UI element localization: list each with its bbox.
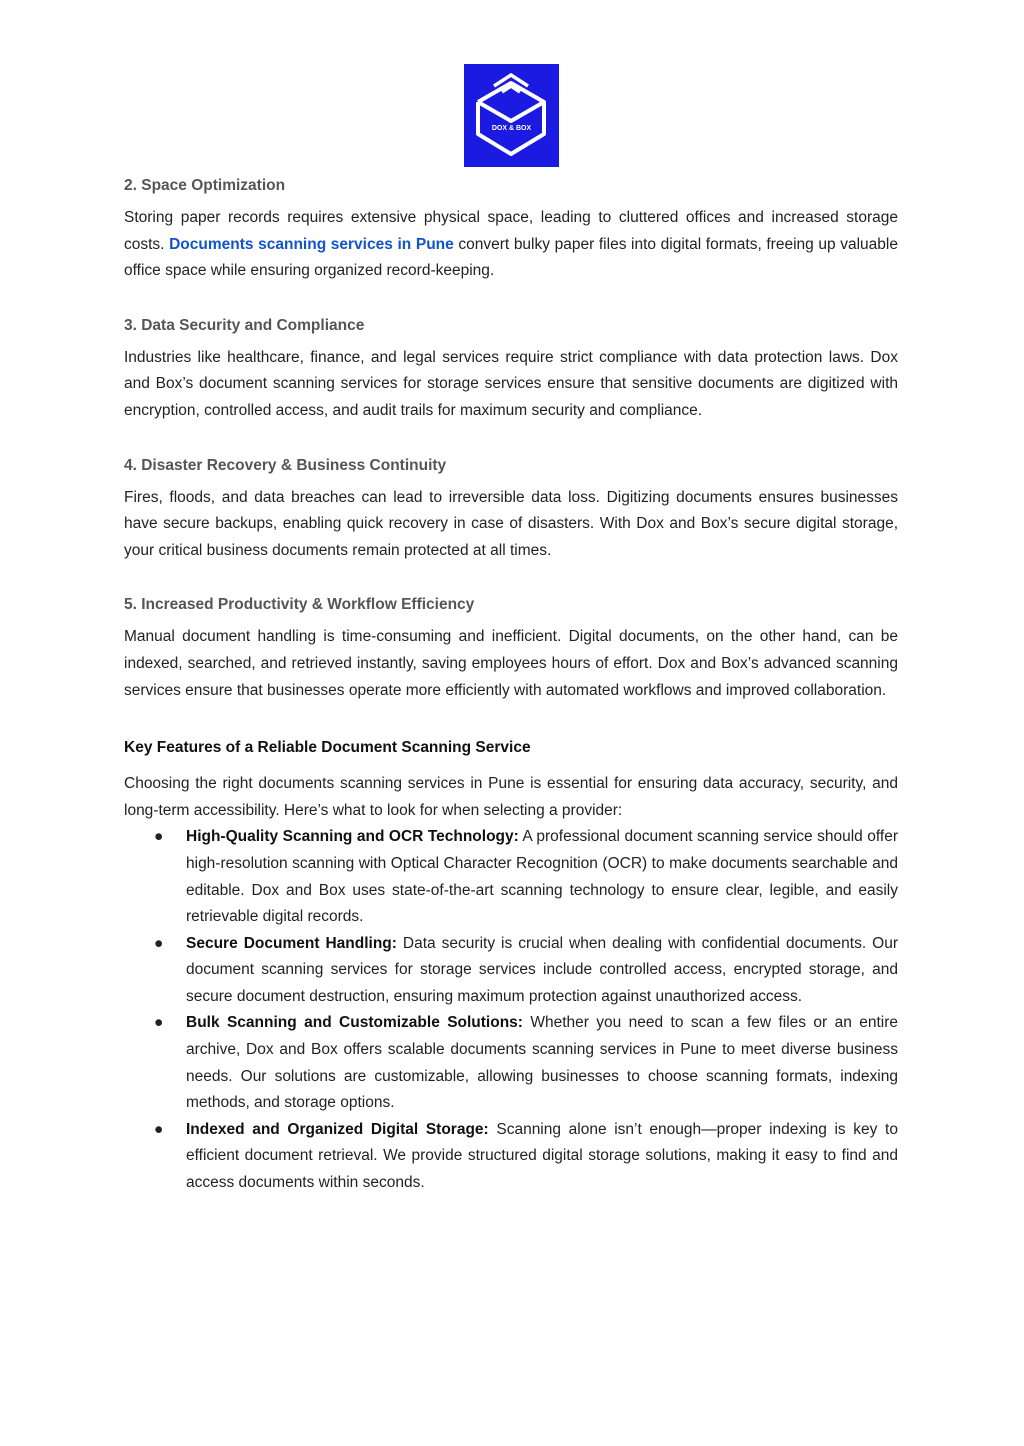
list-item <box>124 1117 898 1197</box>
document-content <box>124 172 898 1197</box>
feature-title: Bulk Scanning and Customizable Solutions: <box>186 1014 523 1032</box>
list-item <box>124 824 898 930</box>
feature-text: Scanning alone isn’t enough—proper indexing is key to efficient document retrieval. We provide structured digital storage solutions, making it easy to find and access documents within seconds. <box>186 1120 898 1192</box>
section-heading: 3. Data Security and Compliance <box>124 316 365 334</box>
box-logo-icon <box>464 64 559 167</box>
list-item <box>124 931 898 1011</box>
features-intro: Choosing the right documents scanning services in Pune is essential for ensuring data accuracy, security, and long-term accessibility. Here’s what to look for when selecting a provider: <box>124 775 898 819</box>
feature-text: Data security is crucial when dealing with confidential documents. Our document scanning services for storage services include controlled access, encrypted storage, and secure document destruction, ensuring maximum protection against unauthorized access. <box>186 934 898 1005</box>
section-body <box>124 205 898 285</box>
bullet-icon: ● <box>154 1120 164 1138</box>
section-body: Industries like healthcare, finance, and legal services require strict compliance with data protection laws. Dox and Box’s document scanning services for storage services ensure that sensitive documents are digitized with encryption, controlled access, and audit trails for maximum security and compliance. <box>124 348 898 419</box>
body-text: Storing paper records requires extensive physical space, leading to cluttered offices and increased storage costs. <box>124 209 898 253</box>
features-heading: Key Features of a Reliable Document Scanning Service <box>124 739 531 757</box>
list-item <box>124 1010 898 1116</box>
feature-title: Secure Document Handling: <box>186 934 397 952</box>
features-list <box>124 824 898 1196</box>
feature-text: A professional document scanning service should offer high-resolution scanning with Optical Character Recognition (OCR) to make documents searchable and editable. Dox and Box uses state-of-the-art scanning technology to ensure clear, legible, and easily retrievable digital records. <box>186 828 898 926</box>
feature-title: High-Quality Scanning and OCR Technology: <box>186 828 519 846</box>
section-data-security <box>124 312 898 425</box>
body-text: convert bulky paper files into digital formats, freeing up valuable office space while ensuring organized record-keeping. <box>124 235 898 280</box>
section-disaster-recovery <box>124 452 898 565</box>
bullet-icon: ● <box>154 1014 164 1032</box>
section-heading: 5. Increased Productivity & Workflow Efficiency <box>124 596 475 614</box>
bullet-icon: ● <box>154 934 164 952</box>
feature-title: Indexed and Organized Digital Storage: <box>186 1120 489 1138</box>
dox-and-box-logo <box>464 64 559 167</box>
services-link[interactable]: Documents scanning services in Pune <box>169 235 454 253</box>
section-key-features <box>124 734 898 1197</box>
section-productivity <box>124 591 898 704</box>
feature-text: Whether you need to scan a few files or an entire archive, Dox and Box offers scalable documents scanning services in Pune to meet diverse business needs. Our solutions are customizable, allowing businesses to choose scanning formats, indexing methods, and storage options. <box>186 1014 898 1112</box>
svg-text:DOX & BOX: DOX & BOX <box>491 125 532 132</box>
section-space-optimization <box>124 172 898 285</box>
section-heading: 2. Space Optimization <box>124 177 286 194</box>
section-body: Manual document handling is time-consuming and inefficient. Digital documents, on the other hand, can be indexed, searched, and retrieved instantly, saving employees hours of effort. Dox and Box’s advanced scanning services ensure that businesses operate more efficiently with automated workflows and improved collaboration. <box>124 628 898 699</box>
section-heading: 4. Disaster Recovery & Business Continuity <box>124 456 447 474</box>
section-body: Fires, floods, and data breaches can lead to irreversible data loss. Digitizing documents ensures businesses have secure backups, enabling quick recovery in case of disasters. With Dox and Box’s secure digital storage, your critical business documents remain protected at all times. <box>124 488 898 559</box>
bullet-icon: ● <box>154 828 164 846</box>
